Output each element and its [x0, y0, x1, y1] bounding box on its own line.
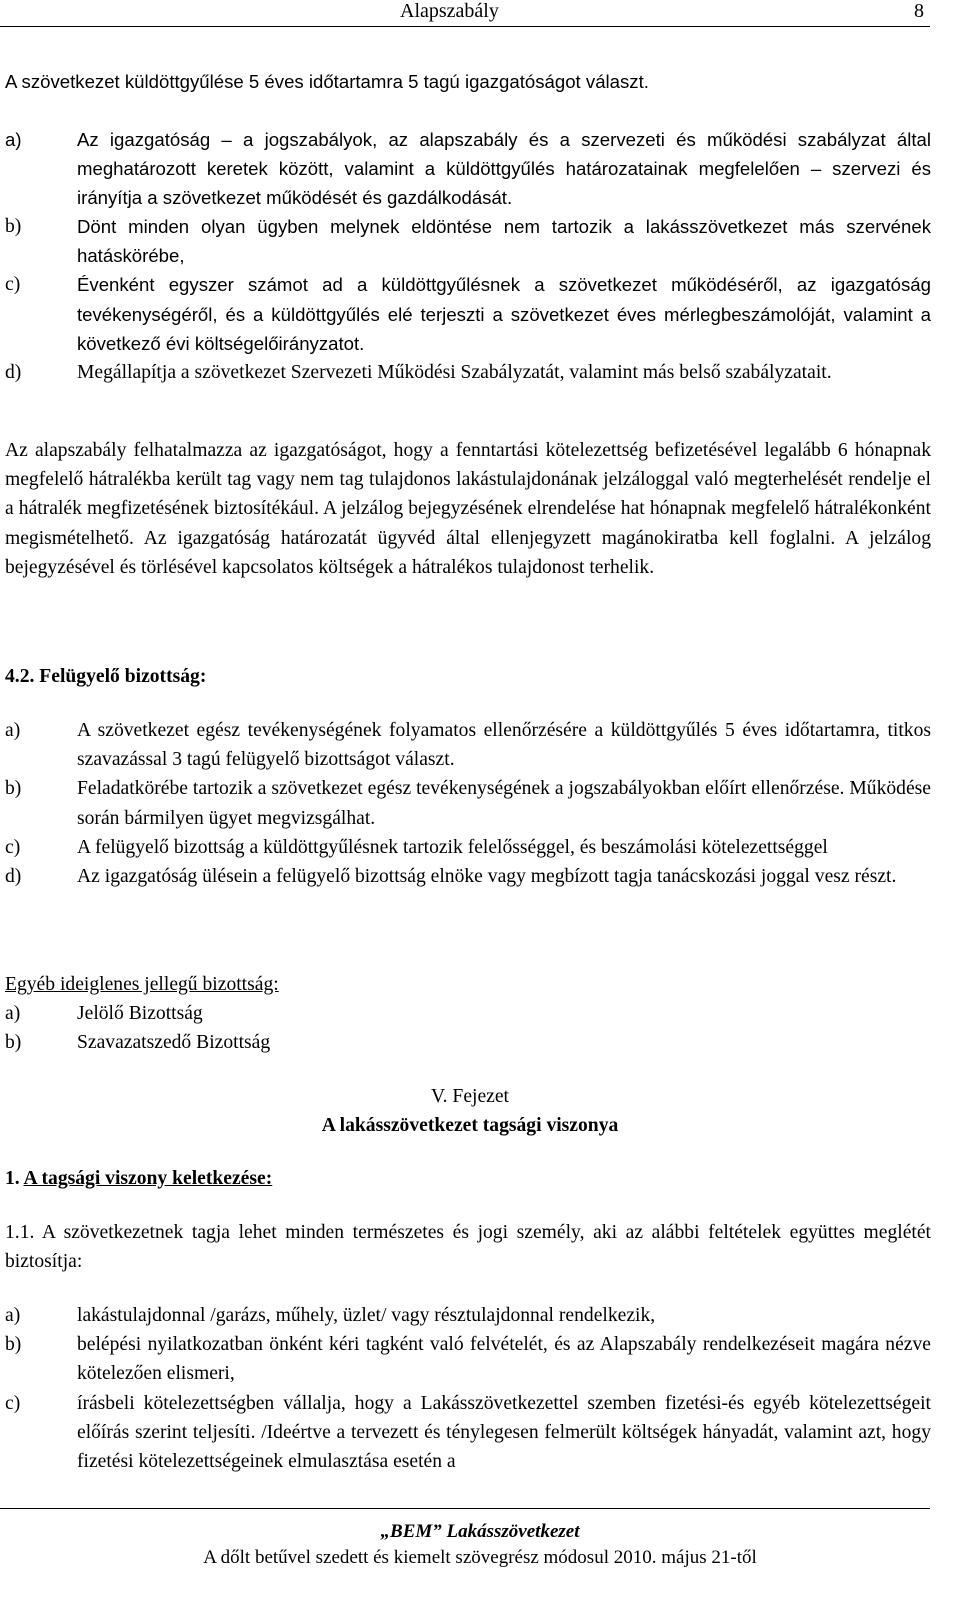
list-item-label: b): [5, 778, 22, 800]
list-item-text: Jelölő Bizottság: [77, 1003, 203, 1024]
list-item: [5, 999, 931, 1028]
list-item: [5, 358, 931, 387]
list-item: [5, 1028, 931, 1057]
intro-paragraph: A szövetkezet küldöttgyűlése 5 éves időtartamra 5 tagú igazgatóságot választ.: [5, 71, 649, 92]
list-item: [5, 1330, 931, 1388]
list-item-text: írásbeli kötelezettségben vállalja, hogy a Lakásszövetkezettel szemben fizetési-és egyéb kötelezettségeit előírás szerint teljesíti. /Ideértve a tervezett és ténylegesen felmerült költségek hányadát, valamint azt, hogy fizetési kötelezettségeinek elmulasztása esetén a: [77, 1392, 931, 1473]
temporary-committee-list: [5, 999, 931, 1057]
membership-heading-number: 1.: [5, 1168, 20, 1189]
list-item-text: Az igazgatóság ülésein a felügyelő bizottság elnöke vagy megbízott tagja tanácskozási joggal vesz részt.: [77, 866, 897, 888]
list-item-text: A szövetkezet egész tevékenységének folyamatos ellenőrzésére a küldöttgyűlés 5 éves időtartamra, titkos szavazással 3 tagú felügyelő bizottságot választ.: [77, 720, 931, 771]
list-item-text: Az igazgatóság – a jogszabályok, az alapszabály és a szervezeti és működési szabályzat által meghatározott keretek között, valamint a küldöttgyűlés határozatainak megfelelően – szervezi és irányítja a szövetkezet működését és gazdálkodását.: [77, 129, 931, 209]
list-item-label: b): [5, 1032, 22, 1054]
list-item-label: a): [5, 1305, 21, 1326]
page-header: [0, 0, 930, 27]
list-item: [5, 833, 931, 862]
list-item-text: Szavazatszedő Bizottság: [77, 1032, 271, 1054]
membership-heading: [5, 1164, 931, 1193]
membership-heading-text: A tagsági viszony keletkezése:: [23, 1168, 273, 1189]
list-item: [5, 1389, 931, 1477]
list-item-label: a): [5, 720, 21, 741]
list-item: [5, 862, 931, 891]
chapter-number: V. Fejezet: [431, 1086, 509, 1107]
page-footer: [0, 1508, 930, 1571]
list-item-label: c): [5, 836, 21, 858]
list-item-text: belépési nyilatkozatban önként kéri tagként való felvételét, és az Alapszabály rendelkezéseit magára nézve kötelezően elismeri,: [77, 1334, 931, 1385]
header-title: Alapszabály: [400, 0, 499, 22]
footer-organization: „BEM” Lakásszövetkezet: [380, 1521, 580, 1542]
chapter-title: A lakásszövetkezet tagsági viszonya: [321, 1115, 619, 1136]
membership-conditions-list: [5, 1301, 931, 1476]
list-item-text: Dönt minden olyan ügyben melynek eldöntése nem tartozik a lakásszövetkezet más szervének hatáskörébe,: [77, 216, 931, 267]
list-item-label: b): [5, 1334, 22, 1356]
list-item-text: Megállapítja a szövetkezet Szervezeti Működési Szabályzatát, valamint más belső szabályzatait.: [77, 362, 832, 384]
list-item-text: Évenként egyszer számot ad a küldöttgyűlésnek a szövetkezet működéséről, az igazgatóság tevékenységéről, és a küldöttgyűlés elé terjeszti a szövetkezet éves mérlegbeszámolóját, valamint a következő évi költségelőirányzatot.: [77, 274, 931, 354]
list-item-text: Feladatkörébe tartozik a szövetkezet egész tevékenységének a jogszabályokban előírt ellenőrzése. Működése során bármilyen ügyet megvizsgálhat.: [77, 778, 931, 829]
page-number: 8: [914, 0, 924, 22]
supervisory-list: [5, 716, 931, 891]
list-item: [5, 716, 931, 774]
list-item-text: lakástulajdonnal /garázs, műhely, üzlet/ vagy résztulajdonnal rendelkezik,: [77, 1305, 656, 1326]
board-duties-list: [5, 125, 931, 213]
temporary-committee-heading: Egyéb ideiglenes jellegű bizottság:: [5, 974, 279, 995]
list-item-label: c): [5, 1392, 21, 1414]
list-item: [5, 270, 931, 358]
list-item-label: d): [5, 866, 22, 888]
list-item: [5, 212, 931, 270]
list-item: [5, 774, 931, 832]
membership-paragraph: 1.1. A szövetkezetnek tagja lehet minden természetes és jogi személy, aki az alábbi feltételek együttes meglétét biztosítja:: [5, 1222, 931, 1273]
footer-note: A dőlt betűvel szedett és kiemelt szövegrész módosul 2010. május 21-től: [203, 1547, 757, 1568]
board-duties-list-serif: [5, 212, 931, 387]
list-item-label: d): [5, 362, 22, 384]
list-item-label: b): [5, 216, 22, 237]
list-item-label: c): [5, 274, 21, 296]
list-item: [5, 125, 931, 213]
mortgage-paragraph: Az alapszabály felhatalmazza az igazgatóságot, hogy a fenntartási kötelezettség befizetésével legalább 6 hónapnak megfelelő hátralékba került tag vagy nem tag tulajdonos lakástulajdonának jelzáloggal való megterhelését rendelje el a hátralék megfizetésének biztosítékául. A jelzálog bejegyzésének elrendelése hat hónapnak megfelelő hátralékonként megismételhető. Az igazgatóság határozatát ügyvéd által ellenjegyzett magánokiratba kell foglalni. A jelzálog bejegyzésével és törlésével kapcsolatos költségek a hátralékos tulajdonost terhelik.: [5, 440, 931, 578]
list-item-label: a): [5, 1003, 21, 1024]
supervisory-heading: 4.2. Felügyelő bizottság:: [5, 666, 207, 687]
list-item-label: a): [5, 129, 22, 150]
list-item-text: A felügyelő bizottság a küldöttgyűlésnek tartozik felelősséggel, és beszámolási kötelezettséggel: [77, 836, 828, 858]
list-item: [5, 1301, 931, 1330]
